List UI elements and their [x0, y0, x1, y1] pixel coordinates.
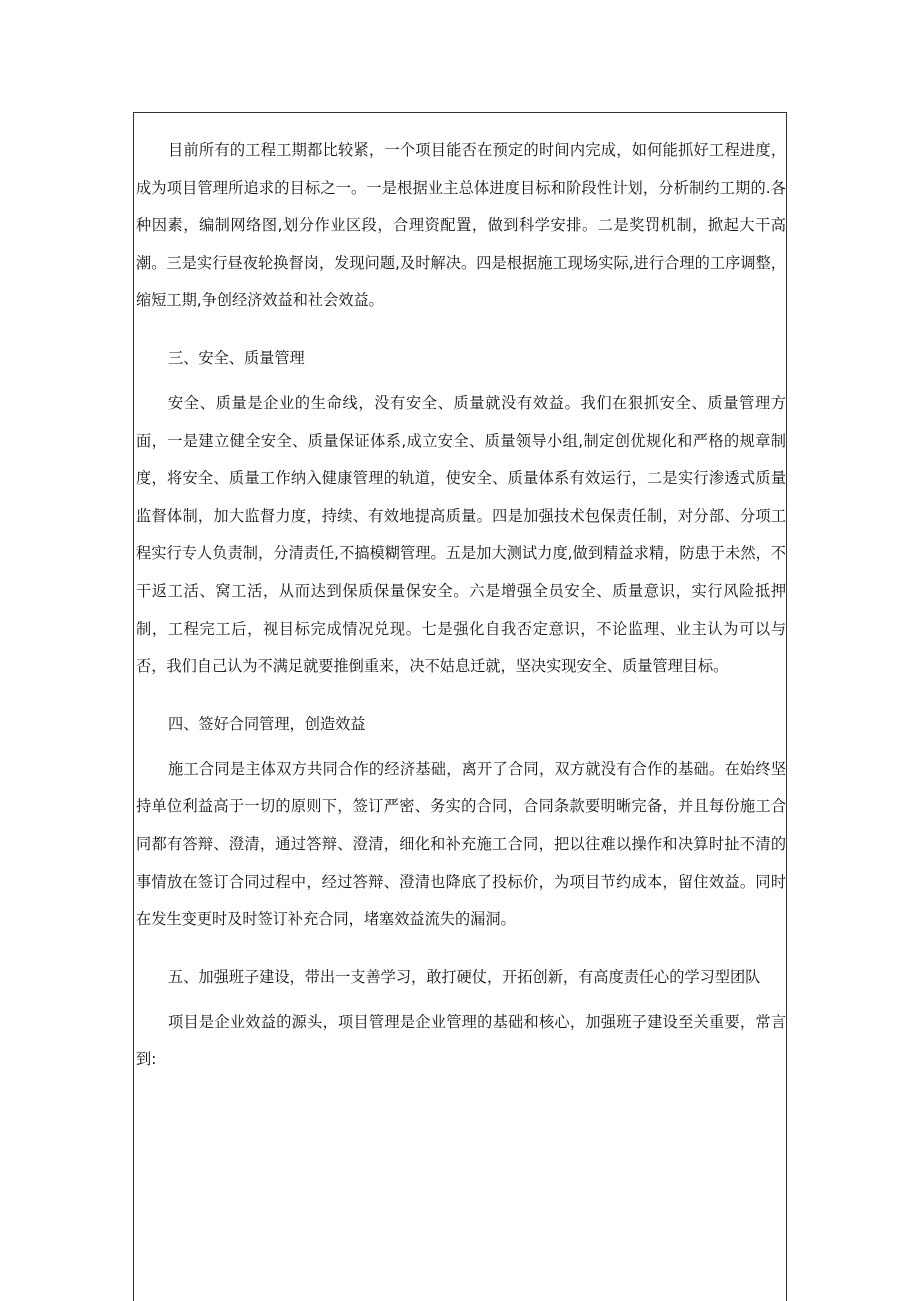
- paragraph-schedule-management: 目前所有的工程工期都比较紧，一个项目能否在预定的时间内完成，如何能抓好工程进度，成为项目管理所追求的目标之一。一是根据业主总体进度目标和阶段性计划，分析制约工期的.各种因素，编制网络图,划分作业区段，合理资配置，做到科学安排。二是奖罚机制，掀起大干高潮。三是实行昼夜轮换督岗，发现问题,及时解决。四是根据施工现场实际,进行合理的工序调整，缩短工期,争创经济效益和社会效益。: [136, 141, 786, 310]
- heading-team-building: 五、加强班子建设，带出一支善学习，敢打硬仗，开拓创新，有高度责任心的学习型团队: [168, 967, 761, 986]
- paragraph-safety-quality: 安全、质量是企业的生命线，没有安全、质量就没有效益。我们在狠抓安全、质量管理方面，一是建立健全安全、质量保证体系,成立安全、质量领导小组,制定创优规化和严格的规章制度，将安全、质量工作纳入健康管理的轨道，使安全、质量体系有效运行，二是实行渗透式质量监督体制，加大监督力度，持续、有效地提高质量。四是加强技术包保责任制，对分部、分项工程实行专人负责制，分清责任,不搞模糊管理。五是加大测试力度,做到精益求精，防患于未然，不干返工活、窝工活，从而达到保质保量保安全。六是增强全员安全、质量意识，实行风险抵押制，工程完工后，视目标完成情况兑现。七是强化自我否定意识，不论监理、业主认为可以与否，我们自己认为不满足就要推倒重来，决不姑息迁就，坚决实现安全、质量管理目标。: [136, 393, 786, 676]
- paragraph-team-building: 项目是企业效益的源头，项目管理是企业管理的基础和核心，加强班子建设至关重要，常言到:: [136, 1012, 786, 1069]
- heading-safety-quality: 三、安全、质量管理: [168, 348, 305, 367]
- heading-contract-management: 四、签好合同管理，创造效益: [168, 714, 366, 733]
- paragraph-contract-management: 施工合同是主体双方共同合作的经济基础，离开了合同，双方就没有合作的基础。在始终坚持单位利益高于一切的原则下，签订严密、务实的合同，合同条款要明晰完备，并且每份施工合同都有答辩、澄清，通过答辩、澄清，细化和补充施工合同，把以往难以操作和决算时扯不清的事情放在签订合同过程中，经过答辩、澄清也降底了投标价，为项目节约成本，留住效益。同时在发生变更时及时签订补充合同，堵塞效益流失的漏洞。: [136, 759, 786, 929]
- document-body: [136, 132, 786, 1079]
